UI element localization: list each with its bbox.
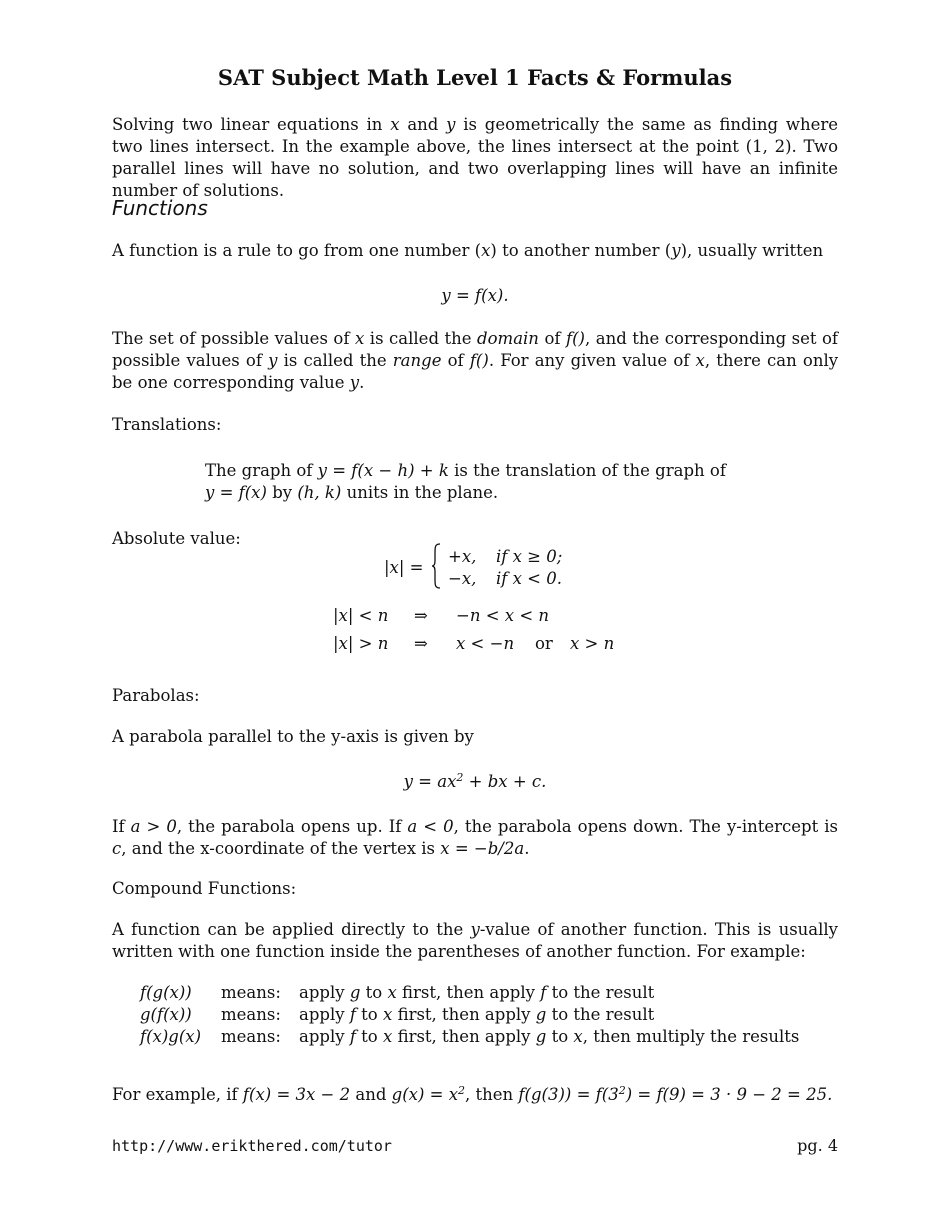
- parabola-description: A parabola parallel to the y-axis is given by: [112, 727, 474, 746]
- implies-icon: ⇒: [414, 634, 428, 653]
- function-definition: A function is a rule to go from one number (x) to another number (y), usually written: [112, 241, 824, 260]
- absolute-value-label: Absolute value:: [112, 529, 241, 548]
- compound-label: Compound Functions:: [112, 879, 297, 898]
- parabolas-label: Parabolas:: [112, 686, 200, 705]
- compound-table: [140, 982, 799, 1048]
- left-brace-icon: [431, 543, 441, 589]
- absolute-lhs: |x| =: [384, 558, 424, 577]
- table-row: f(g(x)) means: apply g to x first, then apply f to the result: [140, 983, 655, 1002]
- absolute-cases: +x, if x ≥ 0; −x, if x < 0.: [448, 547, 563, 588]
- inequality-1-lhs: |x| < n: [333, 606, 389, 625]
- table-row: g(f(x)) means: apply f to x first, then apply g to the result: [140, 1005, 655, 1024]
- inequality-1-rhs: −n < x < n: [456, 606, 550, 625]
- translations-label: Translations:: [112, 415, 222, 434]
- page-title: SAT Subject Math Level 1 Facts & Formulas: [217, 65, 733, 90]
- table-row: f(x)g(x) means: apply f to x first, then apply g to x, then multiply the results: [140, 1027, 800, 1046]
- compound-paragraph: A function can be applied directly to the y-value of another function. This is usually written with one function inside the parentheses of another function. For example:: [112, 920, 839, 961]
- implies-icon: ⇒: [414, 606, 428, 625]
- function-equation: y = f(x).: [441, 286, 509, 305]
- inequality-2-lhs: |x| > n: [333, 634, 389, 653]
- translations-text: The graph of y = f(x − h) + k is the translation of the graph of y = f(x) by (h, k) units in the plane.: [205, 461, 726, 502]
- or-word: or: [535, 634, 553, 653]
- intro-paragraph: Solving two linear equations in x and y is geometrically the same as finding where two lines intersect. In the example above, the lines intersect at the point (1, 2). Two parallel lines will have no solution, and two overlapping lines will have an infinite number of solutions.: [112, 115, 839, 200]
- parabola-equation: $y = ax^2$ + bx + c.: [403, 771, 547, 791]
- footer-url-link[interactable]: [112, 1135, 392, 1157]
- page-number: pg. 4: [797, 1136, 838, 1155]
- section-heading-functions: Functions: [112, 196, 208, 220]
- parabola-paragraph: If a > 0, the parabola opens up. If a < 0, the parabola opens down. The y-intercept is c, and the x-coordinate of the vertex is x = −b/2a.: [112, 817, 839, 858]
- inequality-2-rhs-a: x < −n: [456, 634, 515, 653]
- inequality-2-rhs-b: x > n: [570, 634, 615, 653]
- tutor-link[interactable]: http://www.erikthered.com/tutor: [112, 1137, 392, 1155]
- compound-example: For example, if f(x) = 3x − 2 and $g(x) = x^2$, then $f(g(3)) = f(3^2) = f(9) = 3 \cdot 9 - 2 = 25$.: [112, 1084, 833, 1104]
- domain-range-paragraph: The set of possible values of x is called the domain of f(), and the corresponding set of possible values of y is called the range of f(). For any given value of x, there can only be one corresponding value y.: [112, 329, 839, 392]
